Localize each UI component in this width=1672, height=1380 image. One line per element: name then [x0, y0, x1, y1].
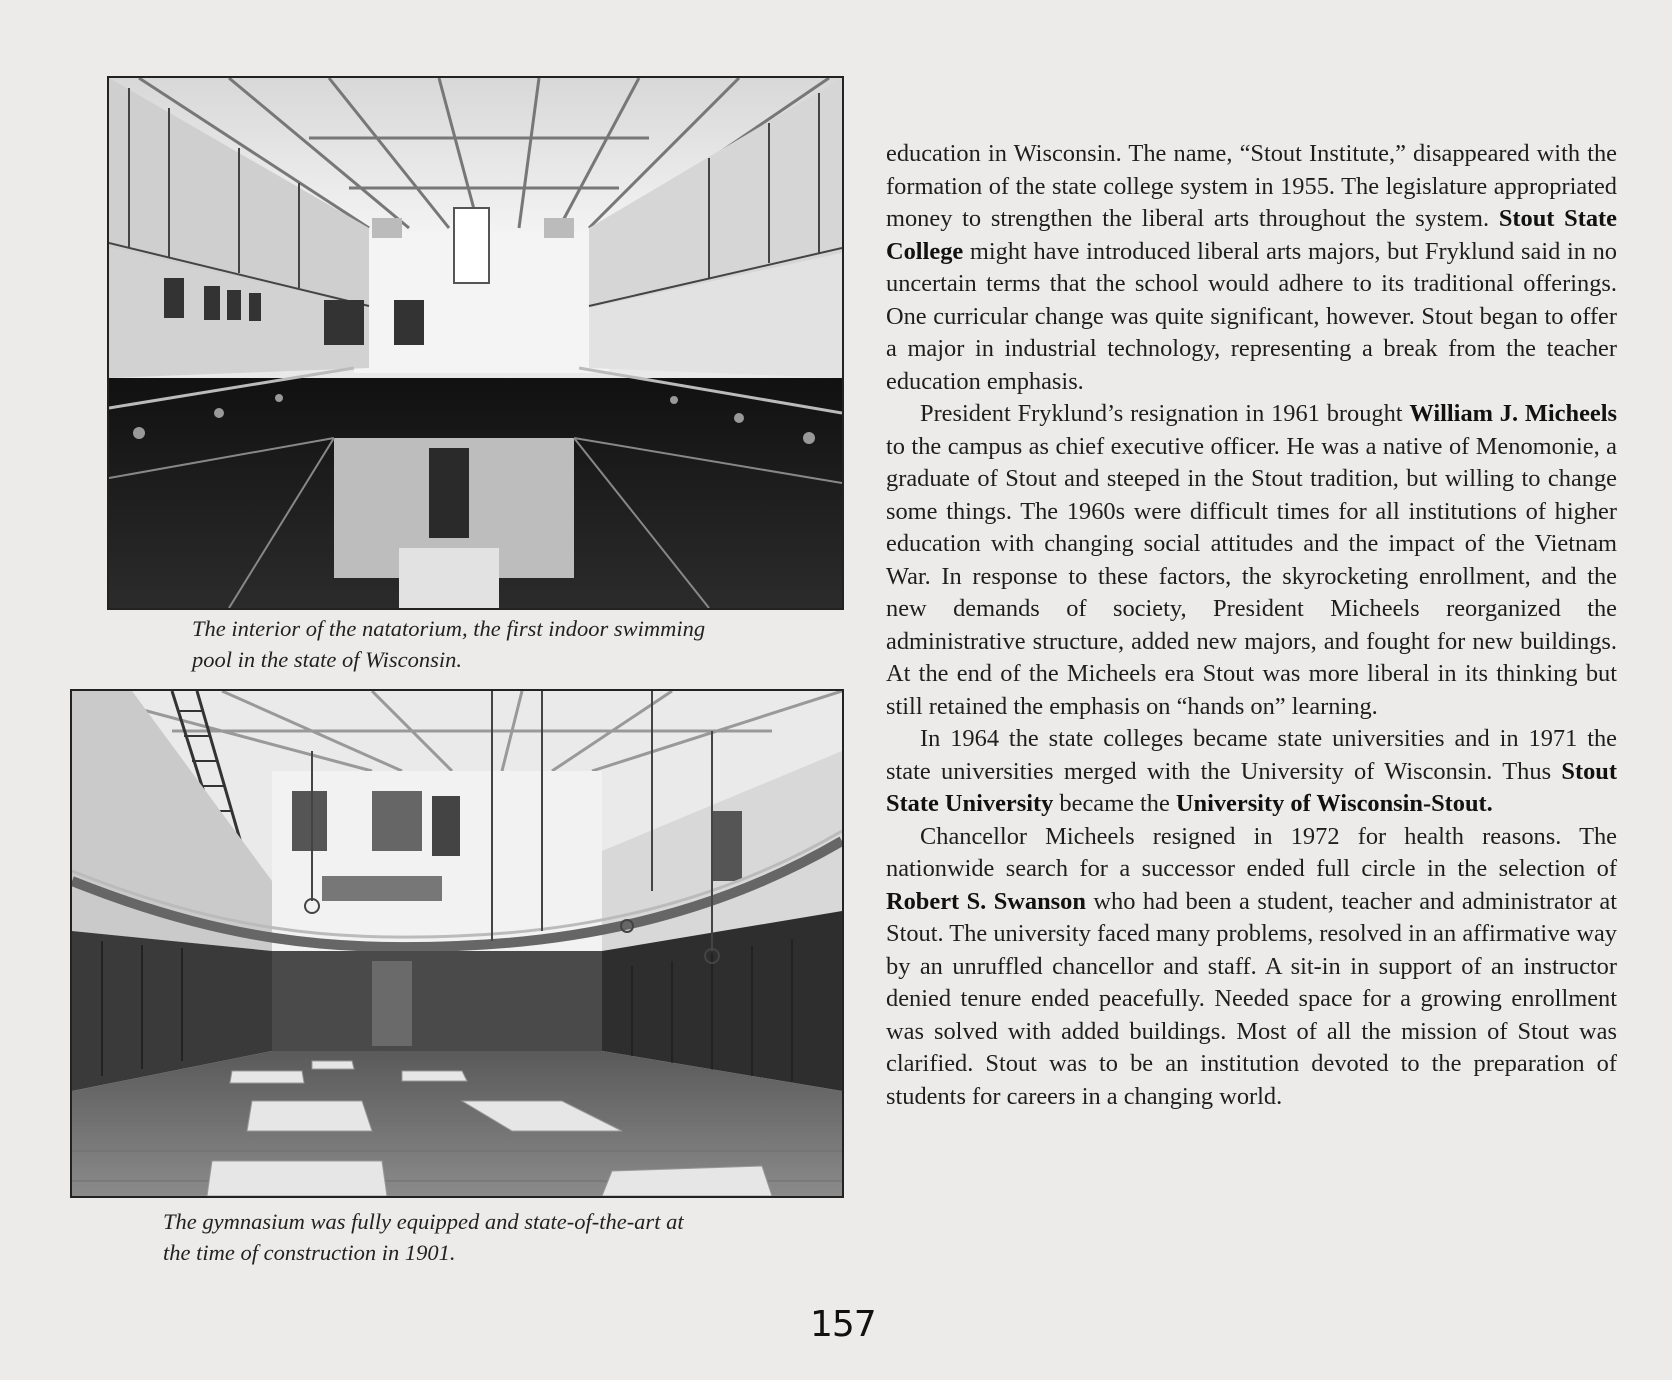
- gymnasium-caption: [163, 1206, 783, 1268]
- bold-name: William J. Micheels: [1409, 400, 1617, 427]
- paragraph: [886, 723, 1617, 821]
- text-run: Chancellor Micheels resigned in 1972 for health reasons. The nationwide search for a successor ended full circle in the selection of: [886, 822, 1617, 882]
- caption-line: The gymnasium was fully equipped and state-of-the-art at: [163, 1209, 684, 1234]
- caption-line: the time of construction in 1901.: [163, 1240, 456, 1265]
- paragraph: [886, 821, 1617, 1114]
- body-text-column: [886, 138, 1617, 1113]
- caption-line: The interior of the natatorium, the first indoor swimming: [192, 616, 706, 641]
- bold-name: Stout State University: [886, 757, 1617, 817]
- paragraph: [886, 138, 1617, 398]
- natatorium-caption: [192, 613, 812, 675]
- gymnasium-photo: [70, 689, 844, 1198]
- text-run: who had been a student, teacher and administrator at Stout. The university faced many problems, resolved in an affirmative way by an unruffled chancellor and staff. A sit-in in support of an instructor denied tenure ended peacefully. Needed space for a growing enrollment was solved with added buildings. Most of all the mission of Stout was clarified. Stout was to be an institution devoted to the preparation of students for careers in a changing world.: [886, 887, 1617, 1110]
- bold-name: Stout State College: [886, 205, 1617, 265]
- natatorium-photo: [107, 76, 844, 610]
- text-run: to the campus as chief executive officer. He was a native of Menomonie, a graduate of Stout and steeped in the Stout tradition, but willing to change some things. The 1960s were difficult times for all institutions of higher education with changing social attitudes and the impact of the Vietnam War. In response to these factors, the skyrocketing enrollment, and the new demands of society, President Micheels reorganized the administrative structure, added new majors, and fought for new buildings. At the end of the Micheels era Stout was more liberal in its thinking but still retained the emphasis on “hands on” learning.: [886, 432, 1617, 720]
- text-run: education in Wisconsin. The name, “Stout Institute,” disappeared with the formation of the state college system in 1955. The legislature appropriated money to strengthen the liberal arts throughout the system.: [886, 140, 1617, 232]
- text-run: became the: [1053, 790, 1176, 817]
- bold-name: University of Wisconsin-Stout.: [1175, 790, 1493, 817]
- text-run: In 1964 the state colleges became state universities and in 1971 the state universities merged with the University of Wisconsin. Thus: [886, 725, 1617, 785]
- text-run: might have introduced liberal arts majors, but Fryklund said in no uncertain terms that the school would adhere to its traditional offerings. One curricular change was quite significant, however. Stout began to offer a major in industrial technology, representing a break from the teacher education emphasis.: [886, 237, 1617, 395]
- paragraph: [886, 398, 1617, 723]
- page-number: 157: [810, 1304, 876, 1345]
- caption-line: pool in the state of Wisconsin.: [192, 647, 462, 672]
- bold-name: Robert S. Swanson: [886, 887, 1086, 915]
- text-run: President Fryklund’s resignation in 1961 brought: [920, 400, 1410, 427]
